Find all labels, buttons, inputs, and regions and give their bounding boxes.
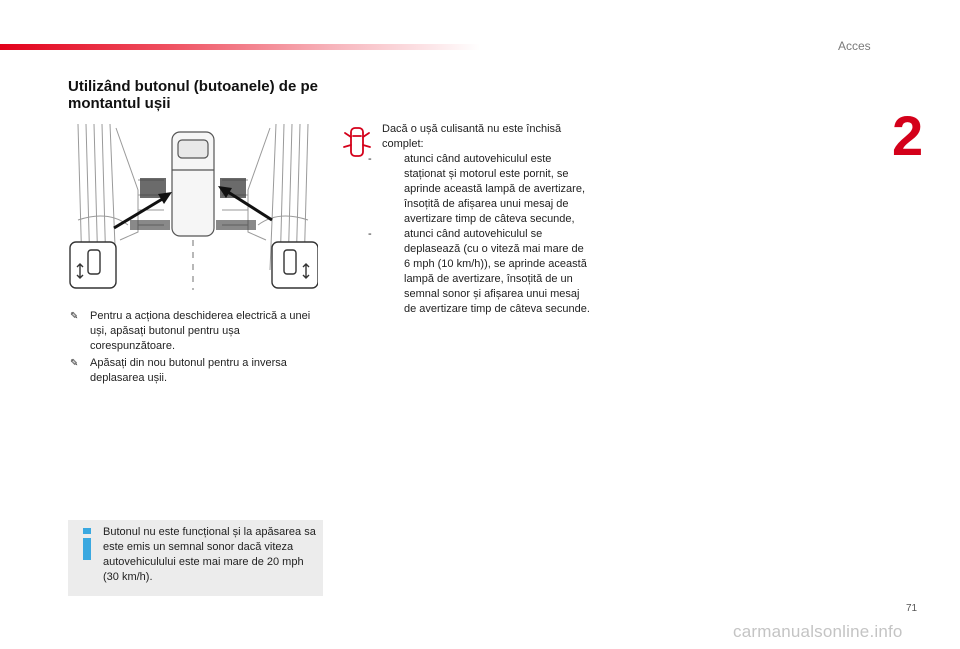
door-pillar-button-illustration bbox=[68, 120, 318, 298]
info-box bbox=[68, 520, 323, 596]
left-door-button-callout bbox=[70, 242, 116, 288]
right-door-button-callout bbox=[272, 242, 318, 288]
arrow-right-bullet-icon: ✎ bbox=[70, 311, 79, 322]
warning-item bbox=[340, 152, 590, 227]
dash-marker: - bbox=[368, 228, 372, 240]
info-icon bbox=[80, 528, 94, 560]
info-text: Butonul nu este funcțional și la apăsarea sa este emis un semnal sonor dacă viteza autovehiculului este mai mare de 20 mph (30 km/h). bbox=[103, 526, 316, 583]
instruction-list bbox=[68, 309, 318, 388]
instruction-text: Apăsați din nou butonul pentru a inversa deplasarea ușii. bbox=[90, 357, 287, 384]
instruction-item bbox=[68, 309, 318, 354]
vehicle-top-view bbox=[172, 132, 214, 236]
instruction-item bbox=[68, 356, 318, 386]
section-label: Acces bbox=[838, 39, 871, 53]
warning-block bbox=[340, 122, 590, 317]
watermark: carmanualsonline.info bbox=[733, 622, 903, 641]
arrow-right-bullet-icon: ✎ bbox=[70, 358, 79, 369]
warning-item-text: atunci când autovehiculul se deplasează (cu o viteză mai mare de 6 mph (10 km/h)), se aprinde această lampă de avertizare, însoțită de un semnal sonor și afișarea unui mesaj de avertizare timp de câteva secunde. bbox=[404, 228, 590, 315]
warning-intro: Dacă o ușă culisantă nu este închisă complet: bbox=[382, 123, 562, 150]
chapter-number: 2 bbox=[892, 104, 924, 167]
instruction-text: Pentru a acționa deschiderea electrică a unei uși, apăsați butonul pentru ușa corespunzătoare. bbox=[90, 310, 311, 352]
page-heading: Utilizând butonul (butoanele) de pe montantul ușii bbox=[68, 78, 318, 112]
dash-marker: - bbox=[368, 153, 372, 165]
header-accent-bar bbox=[0, 44, 480, 50]
warning-item-text: atunci când autovehiculul este staționat și motorul este pornit, se aprinde această lampă de avertizare, însoțită de afișarea unui mesaj de avertizare timp de câteva secunde, bbox=[404, 153, 585, 225]
page-number: 71 bbox=[906, 603, 918, 614]
warning-item bbox=[340, 227, 590, 317]
